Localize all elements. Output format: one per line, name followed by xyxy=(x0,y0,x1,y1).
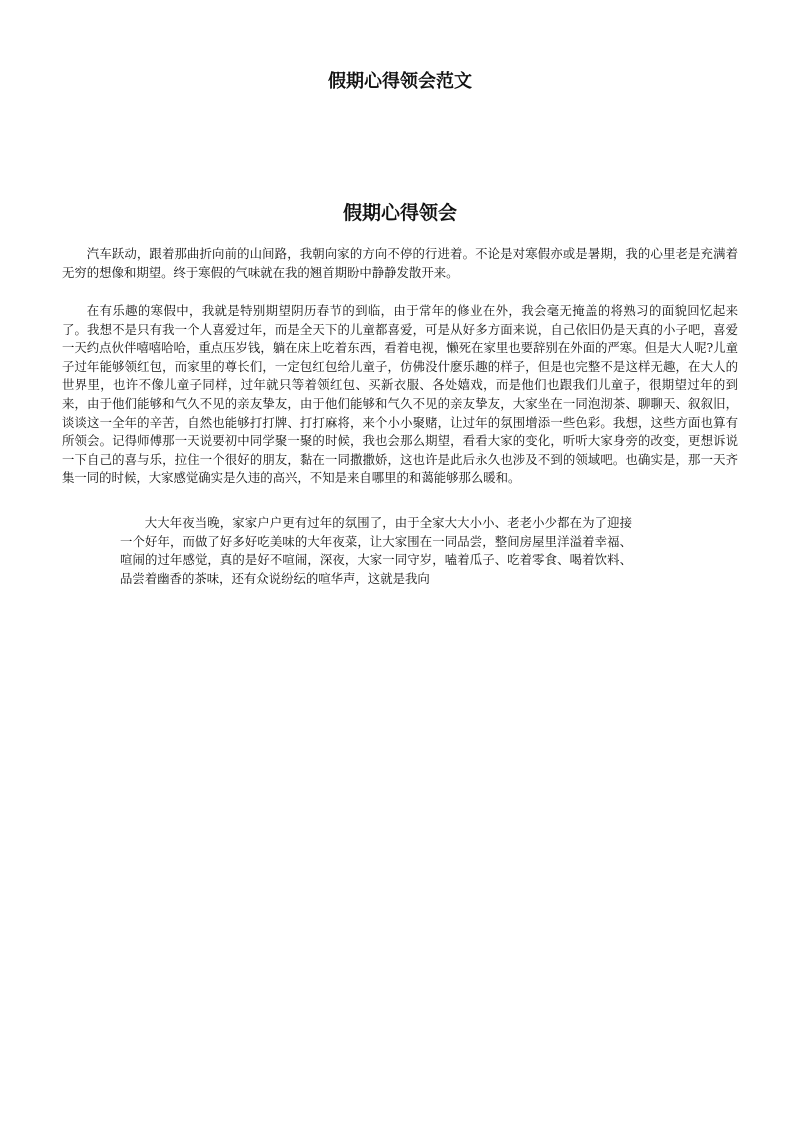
paragraph: 大大年夜当晚，家家户户更有过年的氛围了，由于全家大大小小、老老小少都在为了迎接一个好年，而做了好多好吃美味的大年夜菜，让大家围在一同品尝，整间房屋里洋溢着幸福、喧闹的过年感觉，真的是好不喧闹，深夜，大家一同守岁，嗑着瓜子、吃着零食、喝着饮料、品尝着幽香的茶味，还有众说纷纭的喧华声，这就是我向 xyxy=(120,515,632,586)
paragraph: 汽车跃动，跟着那曲折向前的山间路，我朝向家的方向不停的行进着。不论是对寒假亦或是暑期，我的心里老是充满着无穷的想像和期望。终于寒假的气味就在我的翘首期盼中静静发散开来。 xyxy=(62,246,738,280)
section-title: 假期心得领会 xyxy=(342,202,457,224)
page-title: 假期心得领会范文 xyxy=(328,71,472,92)
paragraph: 在有乐趣的寒假中，我就是特别期望阴历春节的到临，由于常年的修业在外，我会毫无掩盖的将熟习的面貌回忆起来了。我想不是只有我一个人喜爱过年，而是全天下的儿童都喜爱，可是从好多方面来说，自己依旧仍是天真的小子吧，喜爱一天约点伙伴嘻嘻哈哈，重点压岁钱，躺在床上吃着东西，看着电视，懒死在家里也要辞别在外面的严寒。但是大人呢?儿童子过年能够领红包，而家里的尊长们，一定包红包给儿童子，仿佛没什麽乐趣的样子，但是也完整不是这样无趣，在大人的世界里，也许不像儿童子同样，过年就只等着领红包、买新衣服、各处嬉戏，而是他们也跟我们儿童子，很期望过年的到来，由于他们能够和气久不见的亲友挚友，由于他们能够和气久不见的亲友挚友，大家坐在一同泡沏茶、聊聊天、叙叙旧，谈谈这一全年的辛苦，自然也能够打打牌、打打麻将，来个小小聚赌，让过年的氛围增添一些色彩。我想，这些方面也算有所领会。记得师傅那一天说要初中同学聚一聚的时候，我也会那么期望，看看大家的变化，听听大家身旁的改变，更想诉说一下自己的喜与乐，拉住一个很好的朋友，黏在一同撒撒娇，这也许是此后永久也涉及不到的领域吧。也确实是，那一天齐集一同的时候，大家感觉确实是久违的高兴，不知是来自哪里的和蔼能够那么暖和。 xyxy=(62,303,738,486)
